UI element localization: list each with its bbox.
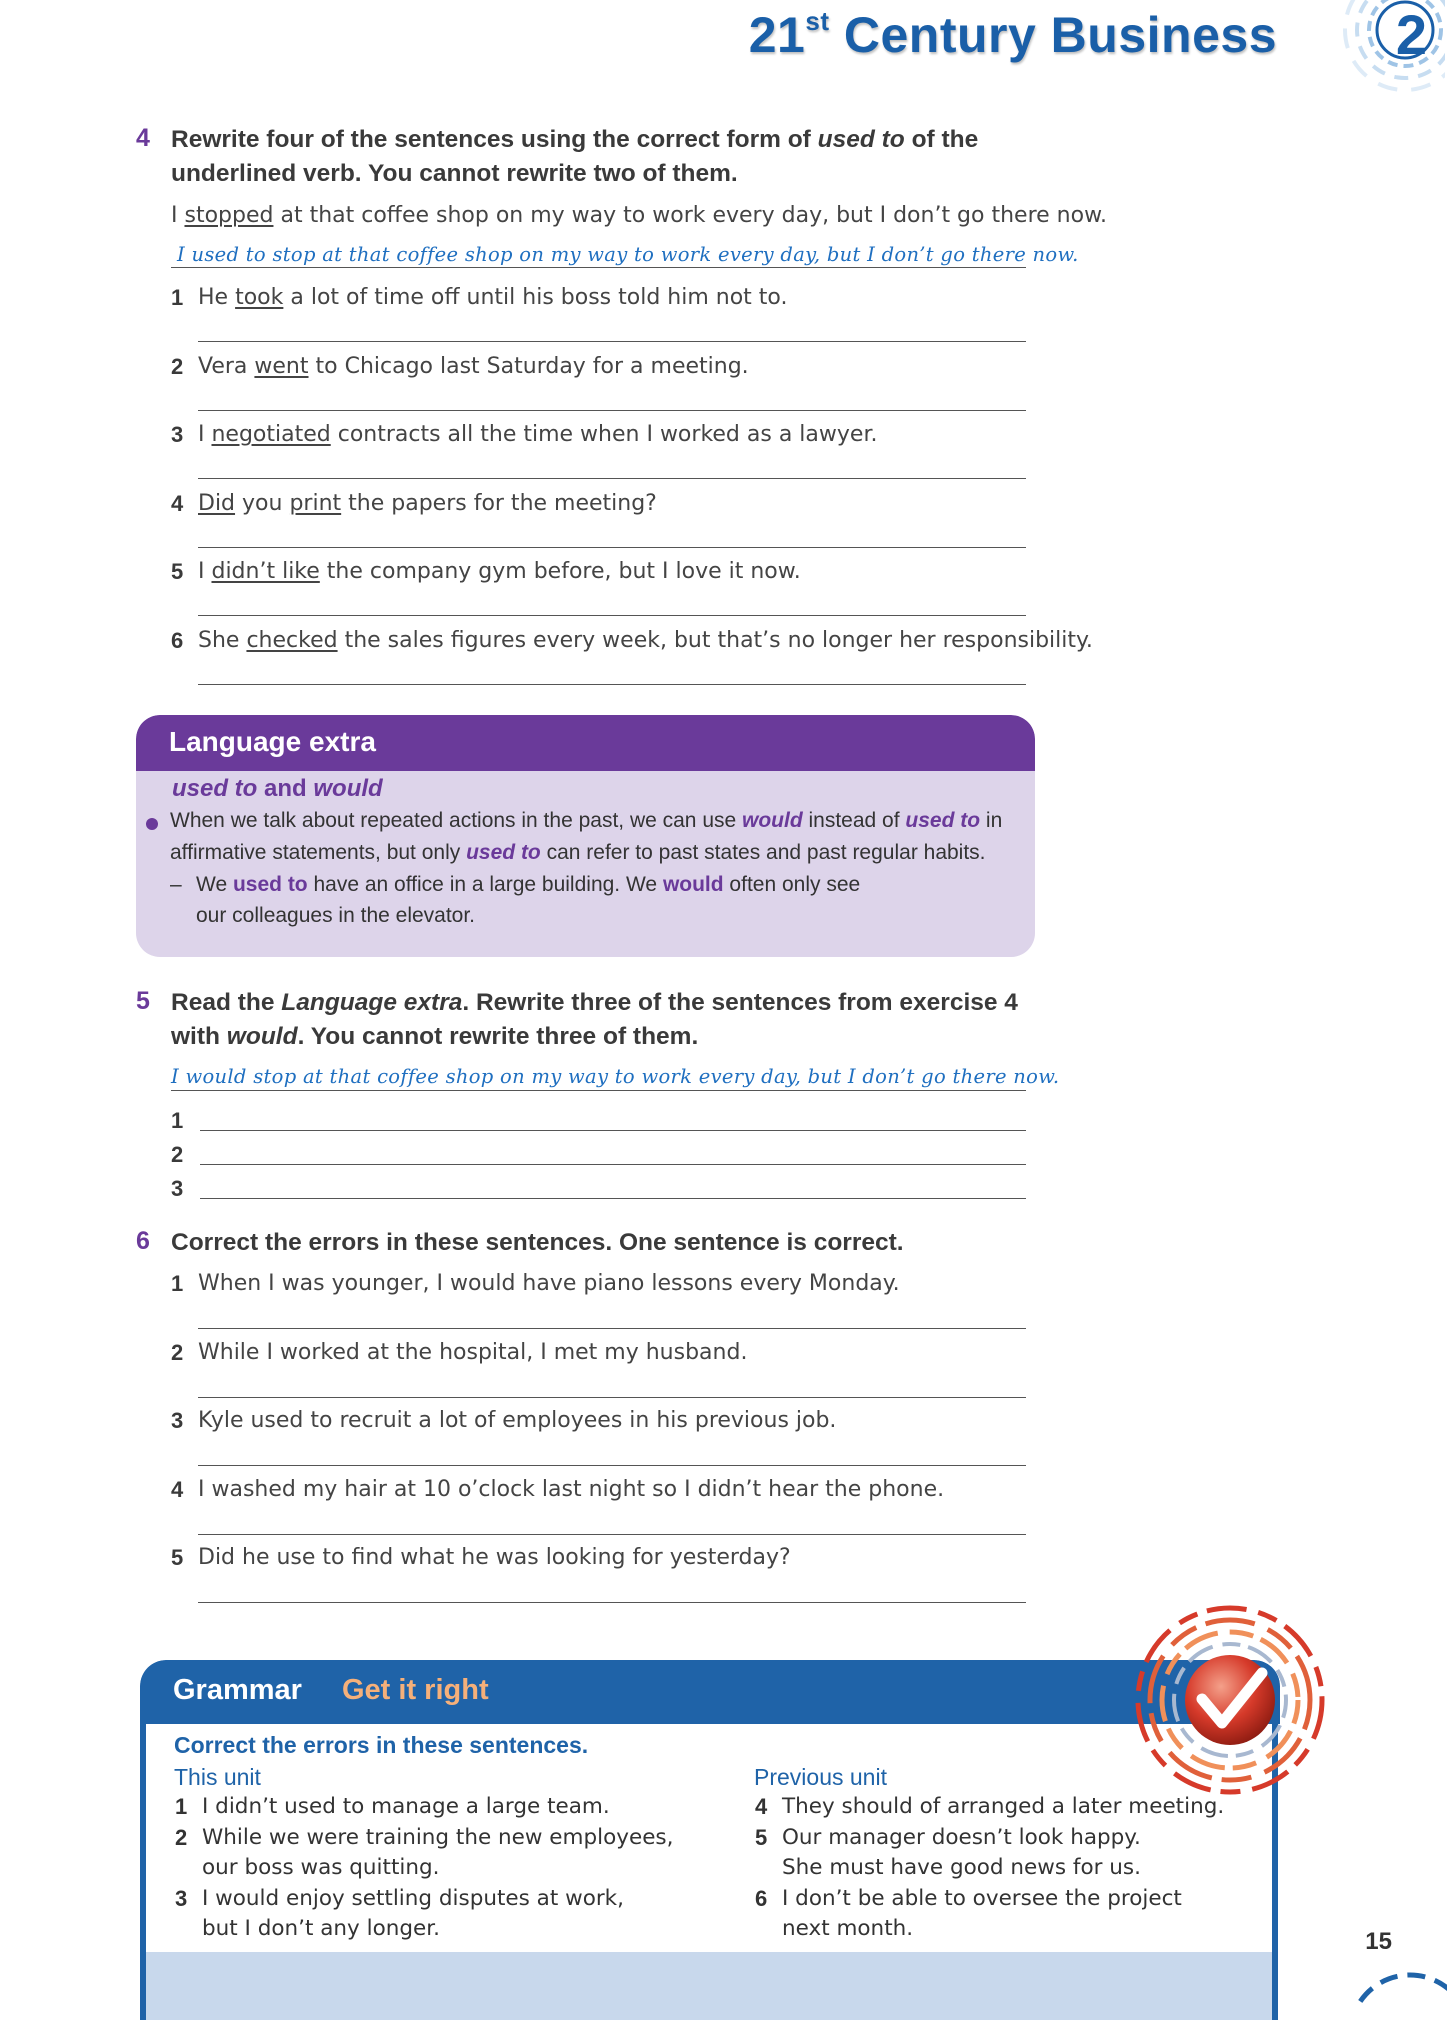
- answer-line: [198, 547, 1026, 548]
- underlined-verb: print: [289, 490, 342, 516]
- unit-number: 2: [1395, 3, 1427, 66]
- corner-ring-icon: [1320, 1955, 1447, 2005]
- language-extra-line-2: affirmative statements, but only used to can refer to past states and past regular habits.: [170, 841, 986, 864]
- language-extra-dash: –: [170, 873, 182, 896]
- grammar-item: I didn’t used to manage a large team.: [202, 1794, 610, 1819]
- grammar-title: Grammar: [173, 1674, 302, 1706]
- exercise-4-item: [198, 285, 787, 310]
- answer-line: [198, 478, 1026, 479]
- exercise-4-item: [198, 491, 657, 516]
- item-text: I: [198, 559, 212, 584]
- answer-line: [198, 1397, 1026, 1398]
- item-number: 4: [171, 490, 184, 516]
- exercise-6-item: I washed my hair at 10 o’clock last night so I didn’t hear the phone.: [198, 1476, 945, 1502]
- underlined-verb: negotiated: [211, 422, 331, 447]
- answer-line: [198, 684, 1026, 685]
- exercise-5-title: Read the Language extra. Rewrite three of the sentences from exercise 4 with would. You cannot rewrite three of them.: [171, 989, 1018, 1050]
- item-number: 1: [171, 285, 184, 310]
- exercise-5-number: 5: [136, 987, 150, 1015]
- item-number: 1: [171, 1271, 184, 1296]
- answer-line: [198, 410, 1026, 411]
- grammar-item-cont: but I don’t any longer.: [202, 1916, 440, 1941]
- item-number: 3: [171, 422, 184, 447]
- answer-line: [171, 1090, 1026, 1091]
- item-text: Vera: [198, 353, 255, 379]
- grammar-item: While we were training the new employees,: [202, 1824, 674, 1850]
- grammar-box: [140, 1660, 1280, 2020]
- grammar-item-number: 5: [755, 1824, 768, 1850]
- exercise-6-item: While I worked at the hospital, I met my husband.: [198, 1339, 748, 1365]
- exercise-4-item: [198, 559, 801, 584]
- page-number: 15: [1365, 1928, 1392, 1955]
- grammar-footer-band: [146, 1952, 1272, 2020]
- exercise-4-item: [198, 422, 877, 447]
- underlined-verb: went: [254, 353, 309, 379]
- answer-line: [198, 615, 1026, 616]
- exercise-4-number: 4: [136, 124, 150, 152]
- item-text: the sales figures every week, but that’s no longer her responsibility.: [337, 627, 1093, 653]
- exercise-6-item: When I was younger, I would have piano lessons every Monday.: [198, 1271, 900, 1296]
- item-number: 3: [171, 1408, 184, 1433]
- answer-line: [200, 1198, 1026, 1199]
- underlined-verb: didn’t like: [211, 559, 320, 584]
- exercise-6-item: Did he use to find what he was looking for yesterday?: [198, 1545, 791, 1570]
- language-extra-title: Language extra: [169, 726, 376, 757]
- underlined-verb: Did: [198, 490, 236, 516]
- bullet-icon: [146, 818, 158, 830]
- grammar-subtitle: Get it right: [342, 1674, 489, 1706]
- item-text: to Chicago last Saturday for a meeting.: [308, 353, 749, 379]
- language-extra-line-3: We used to have an office in a large building. We would often only see: [196, 873, 861, 896]
- item-number: 4: [171, 1476, 184, 1502]
- item-text: She: [198, 627, 247, 653]
- grammar-header: [140, 1660, 1280, 1724]
- item-text: contracts all the time when I worked as a lawyer.: [330, 422, 878, 447]
- item-number: 1: [171, 1108, 184, 1133]
- exercise-5-example-answer: I would stop at that coffee shop on my way to work every day, but I don’t go there now.: [171, 1065, 1060, 1088]
- item-number: 2: [171, 1339, 184, 1365]
- grammar-item-number: 4: [755, 1794, 768, 1819]
- exercise-6-title: Correct the errors in these sentences. One sentence is correct.: [171, 1229, 904, 1256]
- grammar-item: Our manager doesn’t look happy.: [782, 1824, 1141, 1850]
- exercise-4-item: [198, 354, 749, 379]
- answer-line: [198, 1465, 1026, 1466]
- grammar-item: They should of arranged a later meeting.: [782, 1794, 1225, 1819]
- item-text: I: [198, 422, 212, 447]
- underlined-verb: checked: [246, 627, 338, 653]
- checkmark-badge-icon: [1130, 1595, 1330, 1795]
- grammar-item: I would enjoy settling disputes at work,: [202, 1885, 624, 1911]
- item-text: He: [198, 285, 236, 310]
- grammar-item-number: 1: [175, 1794, 188, 1819]
- item-number: 2: [171, 353, 184, 379]
- exercise-4-item: [198, 628, 1093, 653]
- answer-line: [200, 1130, 1026, 1131]
- item-number: 2: [171, 1142, 184, 1167]
- brand-title: 21st Century Business: [748, 6, 1277, 63]
- previous-unit-heading: Previous unit: [754, 1764, 887, 1790]
- item-number: 5: [171, 1545, 184, 1570]
- language-extra-subtitle: used to and would: [172, 775, 383, 802]
- grammar-item-number: 6: [755, 1885, 768, 1911]
- exercise-4-example: I stopped at that coffee shop on my way to work every day, but I don’t go there now.: [171, 203, 1108, 228]
- item-number: 5: [171, 559, 184, 584]
- item-text: the papers for the meeting?: [341, 490, 657, 516]
- answer-line: [198, 341, 1026, 342]
- exercise-6-item: Kyle used to recruit a lot of employees in his previous job.: [198, 1408, 837, 1433]
- item-text: you: [235, 490, 290, 516]
- item-number: 6: [171, 627, 184, 653]
- underlined-verb: took: [235, 285, 284, 310]
- exercise-6-number: 6: [136, 1227, 150, 1255]
- grammar-item-cont: She must have good news for us.: [782, 1855, 1141, 1880]
- grammar-item-cont: next month.: [782, 1916, 914, 1941]
- language-extra-box: [136, 715, 1035, 957]
- grammar-item-number: 2: [175, 1824, 188, 1850]
- grammar-item-number: 3: [175, 1885, 188, 1911]
- answer-line: [198, 1534, 1026, 1535]
- exercise-4-title: Rewrite four of the sentences using the correct form of used to of the underlined verb. You cannot rewrite two of them.: [171, 126, 979, 187]
- answer-line: [171, 267, 1026, 268]
- language-extra-line-4: our colleagues in the elevator.: [196, 904, 476, 927]
- this-unit-heading: This unit: [174, 1764, 261, 1790]
- answer-line: [200, 1164, 1026, 1165]
- item-text: a lot of time off until his boss told him not to.: [283, 285, 788, 310]
- answer-line: [198, 1602, 1026, 1603]
- answer-line: [198, 1328, 1026, 1329]
- item-number: 3: [171, 1176, 184, 1201]
- language-extra-line-1: When we talk about repeated actions in the past, we can use would instead of used to in: [170, 809, 1003, 832]
- grammar-item-cont: our boss was quitting.: [202, 1855, 440, 1880]
- grammar-item: I don’t be able to oversee the project: [782, 1885, 1182, 1911]
- item-text: the company gym before, but I love it now.: [319, 559, 801, 584]
- grammar-instruction: Correct the errors in these sentences.: [174, 1732, 589, 1758]
- exercise-4-example-answer: I used to stop at that coffee shop on my way to work every day, but I don’t go there now.: [177, 243, 1079, 266]
